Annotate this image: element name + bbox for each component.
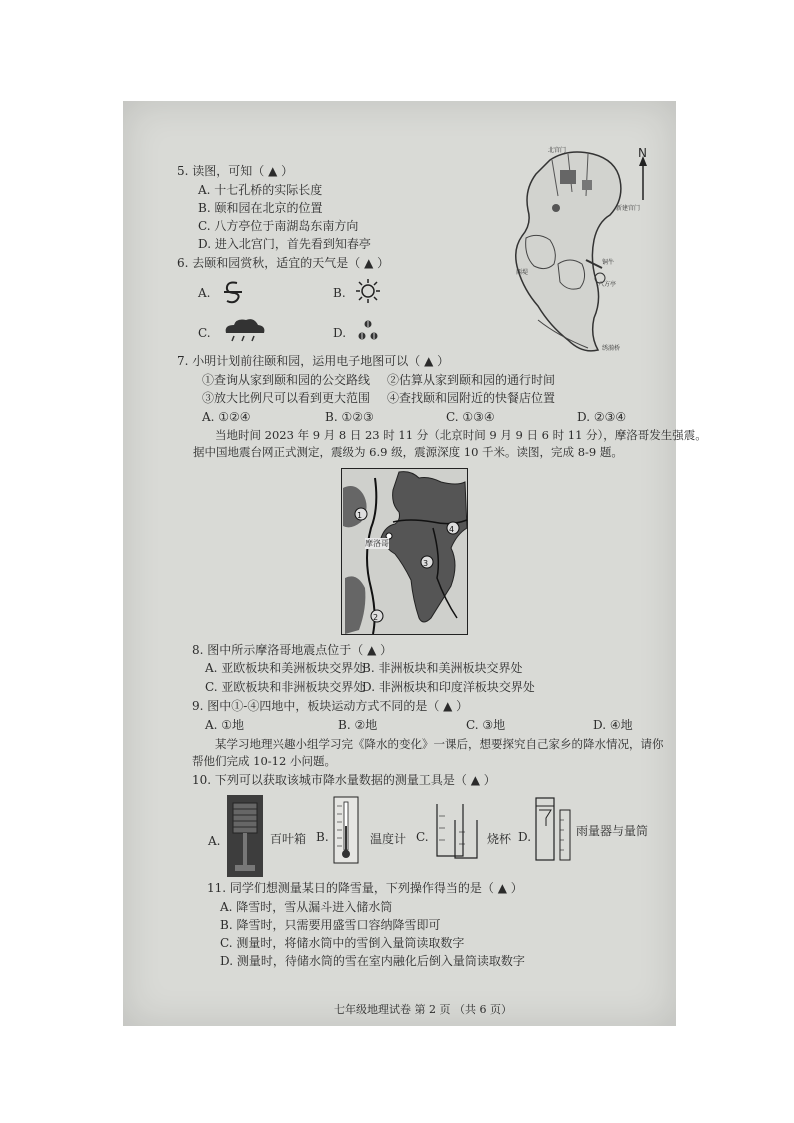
svg-text:西堤: 西堤 xyxy=(516,269,529,276)
q7-item-1: ①查询从家到颐和园的公交路线 xyxy=(202,373,371,387)
svg-text:新建宫门: 新建宫门 xyxy=(616,205,641,212)
passage-10-12-line2: 帮他们完成 10-12 小问题。 xyxy=(192,754,336,768)
q7-option-a: A. ①②④ xyxy=(202,410,251,424)
morocco-label: 摩洛哥 xyxy=(365,539,389,548)
q10-option-c-letter: C. xyxy=(416,830,429,844)
q11-option-b: B. 降雪时，只需要用盛雪口容纳降雪即可 xyxy=(220,918,441,932)
q8-option-d: D. 非洲板块和印度洋板块交界处 xyxy=(362,680,535,694)
north-arrow-label: N xyxy=(638,146,647,160)
q5-option-d: D. 进入北宫门，首先看到知春亭 xyxy=(198,237,371,251)
beaker-image xyxy=(433,800,479,860)
passage-10-12-line1: 某学习地理兴趣小组学习完《降水的变化》一课后，想要探究自己家乡的降水情况，请你 xyxy=(215,737,664,751)
svg-text:3: 3 xyxy=(423,559,429,568)
plate-boundary-map xyxy=(341,468,468,635)
svg-text:铜牛: 铜牛 xyxy=(602,259,615,266)
q9-option-c: C. ③地 xyxy=(466,718,506,732)
q11-option-a: A. 降雪时，雪从漏斗进入储水筒 xyxy=(220,900,393,914)
q7-option-c: C. ①③④ xyxy=(446,410,495,424)
q6-option-b: B. xyxy=(333,286,346,300)
q6-option-a: A. xyxy=(198,286,211,300)
q8-option-c: C. 亚欧板块和非洲板块交界处 xyxy=(205,680,366,694)
q5-option-b: B. 颐和园在北京的位置 xyxy=(198,201,323,215)
q11-option-d: D. 测量时，待储水筒的雪在室内融化后倒入量筒读取数字 xyxy=(220,954,525,968)
q7-option-d: D. ②③④ xyxy=(577,410,627,424)
q9-stem: 9. 图中①-④四地中，板块运动方式不同的是（ ▲ ） xyxy=(192,699,469,713)
page-footer: 七年级地理试卷 第 2 页 （共 6 页） xyxy=(334,1003,512,1016)
q5-stem: 5. 读图，可知（ ▲ ） xyxy=(177,164,294,178)
q10-option-a-letter: A. xyxy=(208,834,221,848)
q10-option-d-label: 雨量器与量筒 xyxy=(576,824,649,838)
q7-stem: 7. 小明计划前往颐和园，运用电子地图可以（ ▲ ） xyxy=(177,354,450,368)
q10-option-a-label: 百叶箱 xyxy=(270,832,307,846)
rain-icon xyxy=(222,315,266,347)
snow-icon xyxy=(355,318,381,348)
passage-8-9-line1: 当地时间 2023 年 9 月 8 日 23 时 11 分（北京时间 9 月 9 日 6 时 11 分），摩洛哥发生强震。 xyxy=(215,428,707,442)
q10-option-d-letter: D. xyxy=(518,830,532,844)
summer-palace-map xyxy=(498,140,663,360)
q10-option-b-letter: B. xyxy=(316,830,329,844)
q5-option-a: A. 十七孔桥的实际长度 xyxy=(198,183,323,197)
svg-text:北宫门: 北宫门 xyxy=(548,147,567,154)
q9-option-a: A. ①地 xyxy=(205,718,245,732)
q7-item-4: ④查找颐和园附近的快餐店位置 xyxy=(387,391,556,405)
louvered-box-image xyxy=(227,795,263,877)
sunny-icon xyxy=(355,278,381,308)
q8-stem: 8. 图中所示摩洛哥地震点位于（ ▲ ） xyxy=(192,643,393,657)
q10-option-b-label: 温度计 xyxy=(370,832,407,846)
q10-stem: 10. 下列可以获取该城市降水量数据的测量工具是（ ▲ ） xyxy=(192,773,496,787)
q7-item-3: ③放大比例尺可以看到更大范围 xyxy=(202,391,371,405)
q7-option-b: B. ①②③ xyxy=(325,410,374,424)
q11-stem: 11. 同学们想测量某日的降雪量，下列操作得当的是（ ▲ ） xyxy=(207,881,523,895)
q9-option-b: B. ②地 xyxy=(338,718,378,732)
q10-option-c-label: 烧杯 xyxy=(487,832,512,846)
q6-option-c: C. xyxy=(198,326,211,340)
rain-gauge-image xyxy=(534,796,574,862)
sandstorm-icon xyxy=(222,279,244,309)
q8-option-b: B. 非洲板块和美洲板块交界处 xyxy=(362,661,523,675)
q8-option-a: A. 亚欧板块和美洲板块交界处 xyxy=(205,661,366,675)
q9-option-d: D. ④地 xyxy=(593,718,633,732)
thermometer-image xyxy=(333,796,359,864)
passage-8-9-line2: 据中国地震台网正式测定，震级为 6.9 级，震源深度 10 千米。读图，完成 8-9 题。 xyxy=(193,445,623,459)
q11-option-c: C. 测量时，将储水筒中的雪倒入量筒读取数字 xyxy=(220,936,465,950)
svg-text:绣漪桥: 绣漪桥 xyxy=(602,345,621,352)
svg-text:1: 1 xyxy=(357,511,363,520)
q5-option-c: C. 八方亭位于南湖岛东南方向 xyxy=(198,219,359,233)
svg-text:4: 4 xyxy=(449,525,455,534)
svg-text:八方亭: 八方亭 xyxy=(598,281,617,288)
plate-boundary-map-drawing xyxy=(341,468,468,635)
summer-palace-map-drawing xyxy=(498,140,663,360)
svg-text:2: 2 xyxy=(373,613,379,622)
q6-option-d: D. xyxy=(333,326,347,340)
q6-stem: 6. 去颐和园赏秋，适宜的天气是（ ▲ ） xyxy=(177,256,390,270)
q7-item-2: ②估算从家到颐和园的通行时间 xyxy=(387,373,556,387)
